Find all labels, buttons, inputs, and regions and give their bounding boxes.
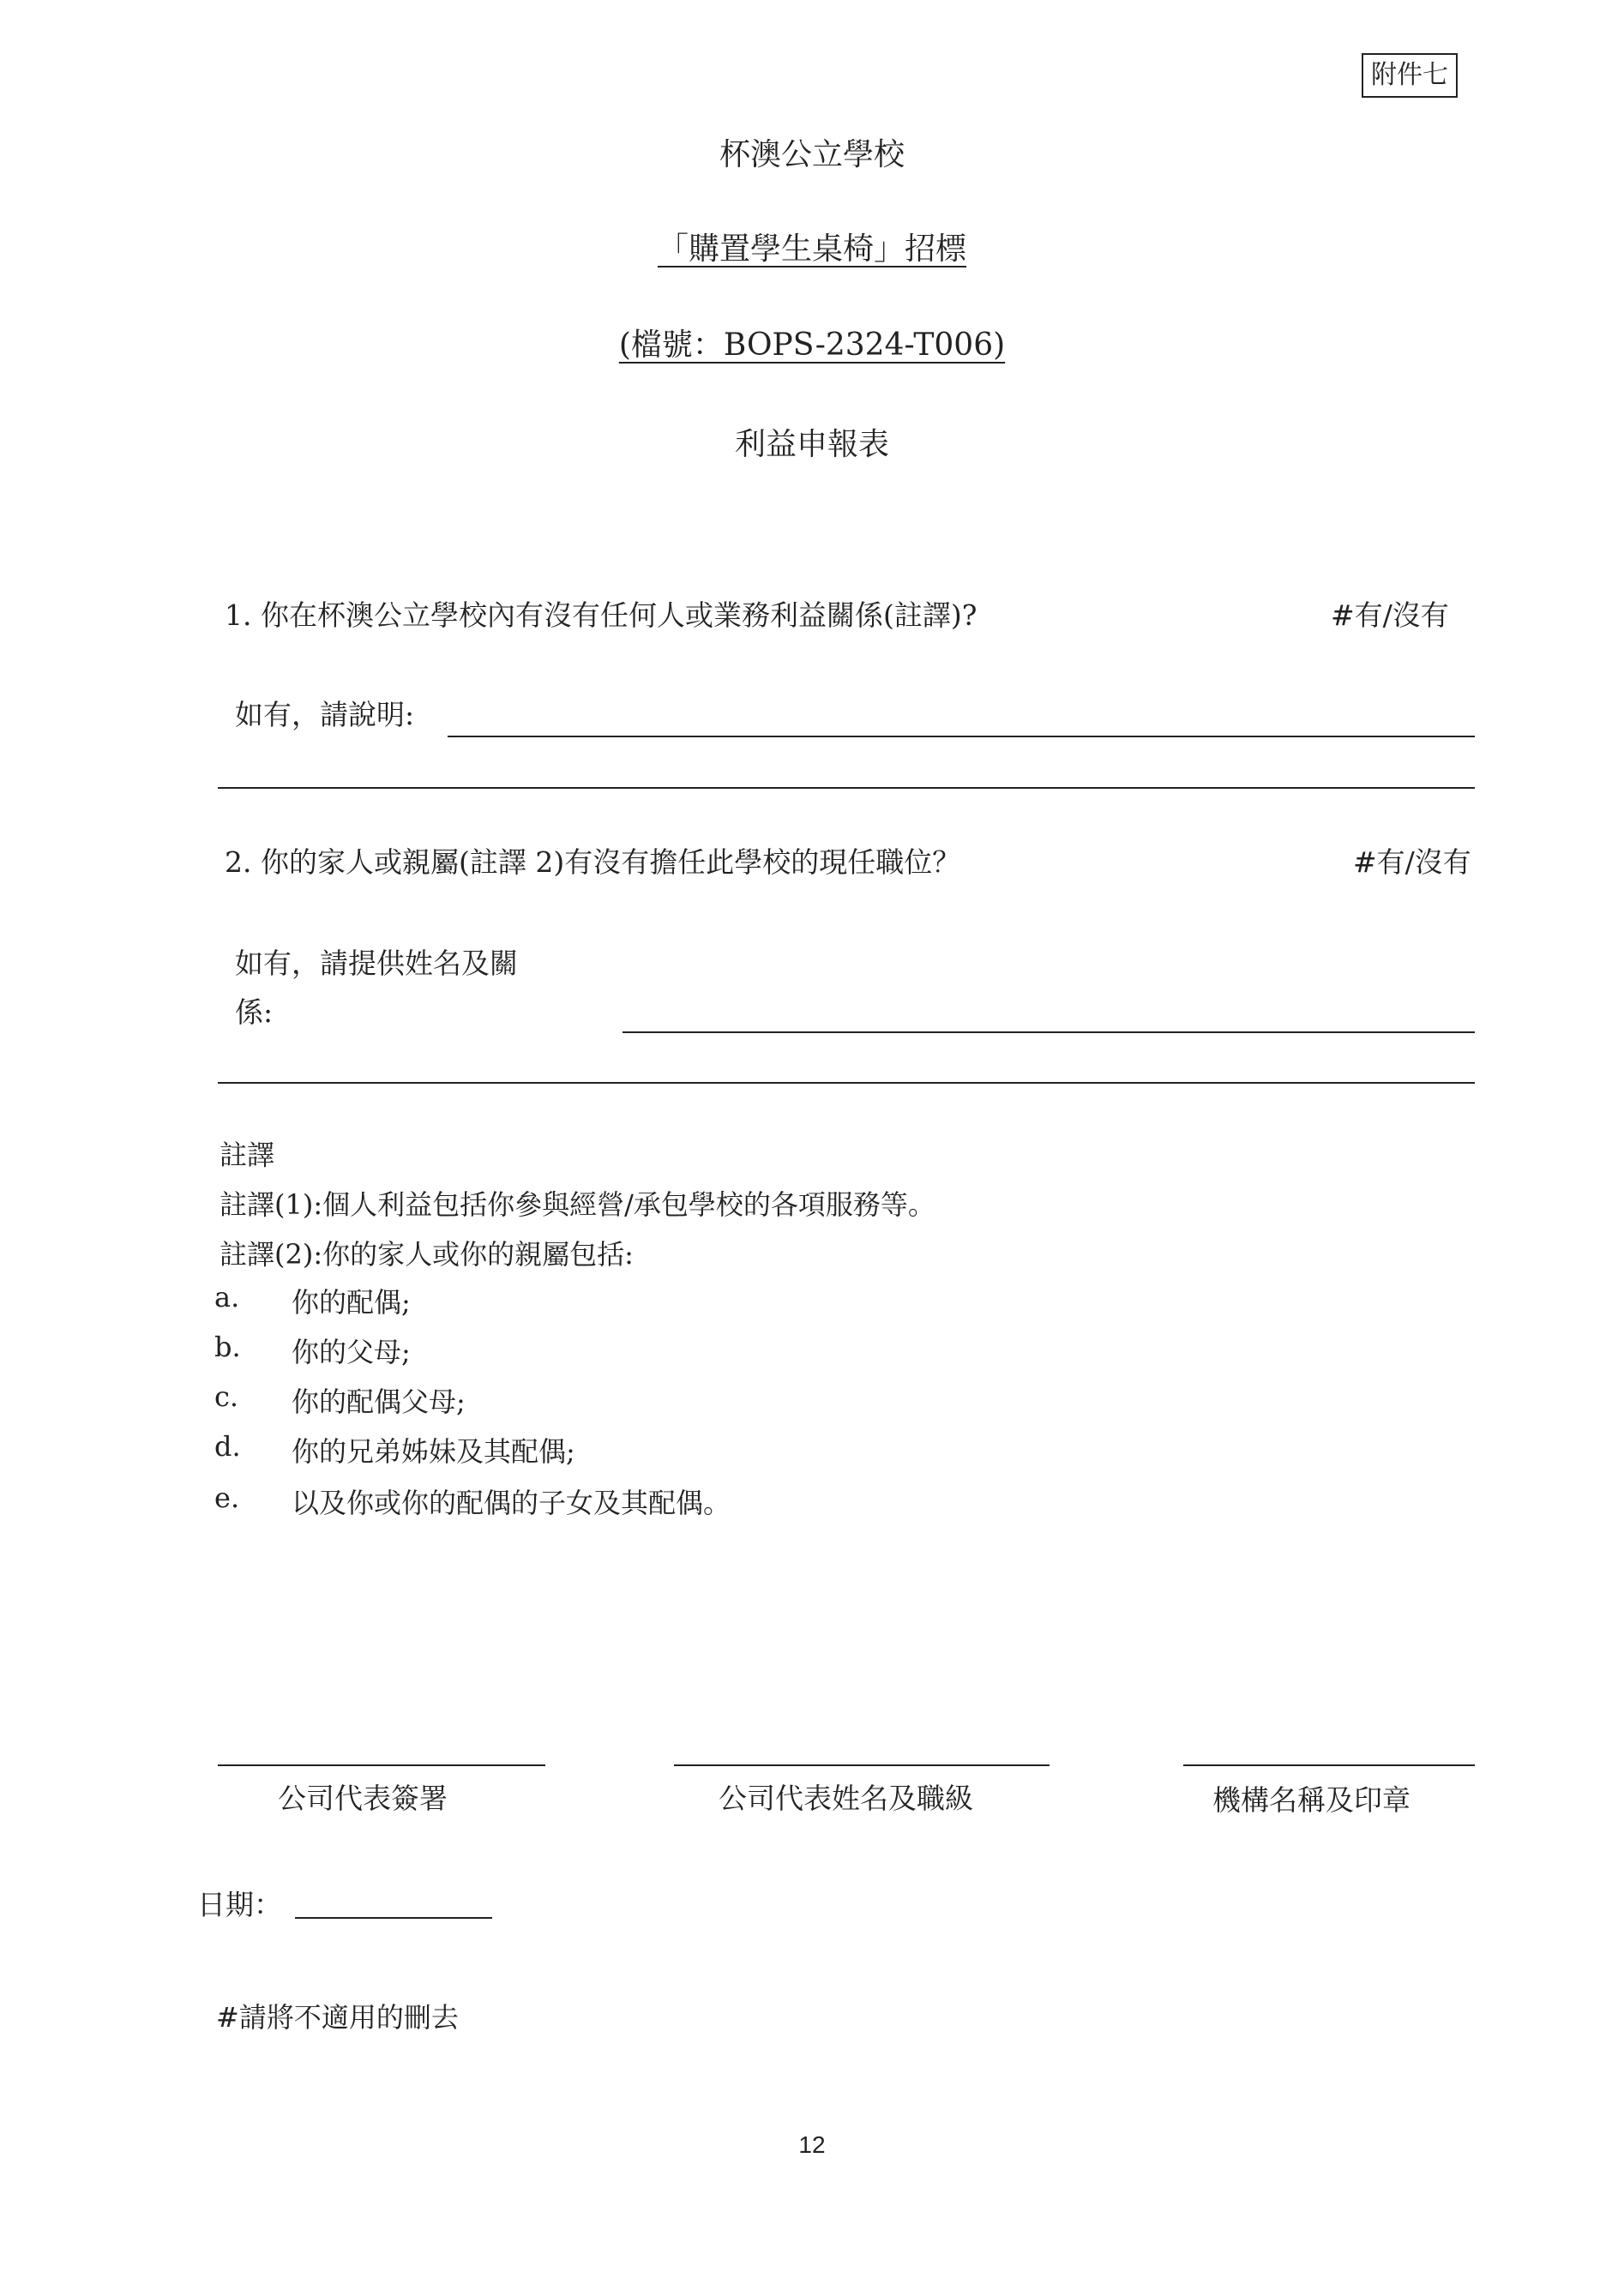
school-name: 杯澳公立學校 <box>719 137 905 172</box>
date-line[interactable] <box>295 1917 492 1919</box>
form-title: 利益申報表 <box>734 427 889 462</box>
org-name-seal-label: 機構名稱及印章 <box>1212 1783 1410 1817</box>
note-item-letter: c. <box>214 1380 239 1413</box>
note-item-text: 你的父母; <box>292 1336 411 1368</box>
org-name-seal-line[interactable] <box>1183 1764 1475 1766</box>
note-item-text: 你的配偶父母; <box>292 1385 466 1418</box>
footnote: #請將不適用的刪去 <box>216 2001 459 2034</box>
rep-name-title-label: 公司代表姓名及職級 <box>719 1782 973 1815</box>
question-1-answer-line[interactable] <box>448 736 1475 737</box>
question-2-option[interactable]: #有/沒有 <box>1353 845 1471 879</box>
question-1-answer-line-2[interactable] <box>218 787 1475 789</box>
rep-signature-label: 公司代表簽署 <box>278 1782 448 1815</box>
question-2-answer-line-2[interactable] <box>218 1082 1475 1084</box>
question-2-answer-line[interactable] <box>623 1031 1475 1033</box>
page-number: 12 <box>798 2131 826 2158</box>
note-2: 註譯(2):你的家人或你的親屬包括: <box>220 1238 634 1271</box>
note-item-letter: e. <box>214 1482 240 1514</box>
tender-title: 「購置學生桌椅」招標 <box>657 231 966 267</box>
note-item-text: 你的配偶; <box>292 1286 411 1319</box>
question-2-followup-label-1: 如有，請提供姓名及關 <box>235 947 518 980</box>
file-number: (檔號：BOPS-2324-T006) <box>618 328 1006 363</box>
question-1-text: 1. 你在杯澳公立學校內有沒有任何人或業務利益關係(註譯)? <box>225 598 977 632</box>
date-label: 日期： <box>197 1888 282 1921</box>
rep-name-title-line[interactable] <box>674 1764 1050 1766</box>
question-1-followup-label: 如有，請說明: <box>235 698 415 731</box>
notes-heading: 註譯 <box>220 1139 275 1171</box>
question-2-text: 2. 你的家人或親屬(註譯 2)有沒有擔任此學校的現任職位？ <box>225 845 961 879</box>
annex-label: 附件七 <box>1362 53 1458 98</box>
rep-signature-line[interactable] <box>218 1764 545 1766</box>
note-item-letter: a. <box>214 1281 240 1313</box>
question-1-option[interactable]: #有/沒有 <box>1331 598 1449 632</box>
question-2-followup-label-2: 係: <box>235 995 274 1029</box>
note-item-text: 你的兄弟姊妹及其配偶; <box>292 1435 575 1468</box>
note-1: 註譯(1):個人利益包括你參與經營/承包學校的各項服務等。 <box>220 1188 935 1221</box>
note-item-letter: d. <box>214 1430 241 1463</box>
note-item-letter: b. <box>214 1331 241 1363</box>
note-item-text: 以及你或你的配偶的子女及其配偶。 <box>292 1487 731 1519</box>
